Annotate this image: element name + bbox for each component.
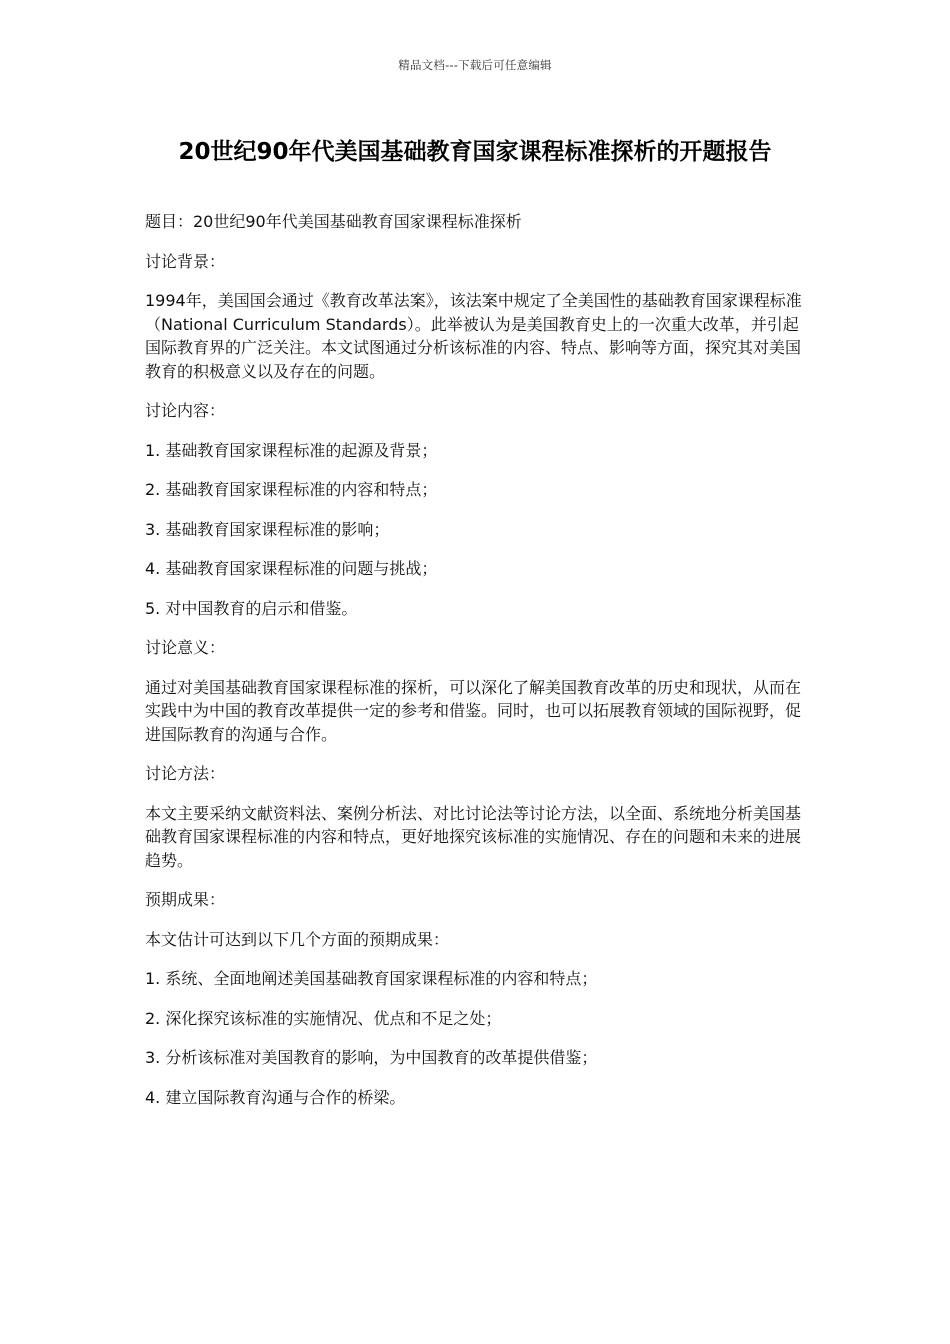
section-heading-content: 讨论内容： [145,401,226,420]
result-item: 2. 深化探究该标准的实施情况、优点和不足之处； [145,1008,502,1028]
background-paragraph: 1994年，美国国会通过《教育改革法案》，该法案中规定了全美国性的基础教育国家课程标准（National Curriculum Standards）。此举被认为是美国教育史上的一次重大改革，并引起国际教育界的广泛关注。本文试图通过分析该标准的内容、特点、影响等方面，探究其对美国教育的积极意义以及存在的问题。 [145,291,802,381]
section-heading-significance: 讨论意义： [145,638,226,657]
content-item: 3. 基础教育国家课程标准的影响； [145,519,390,539]
content-item: 1. 基础教育国家课程标准的起源及背景； [145,440,438,460]
content-item: 2. 基础教育国家课程标准的内容和特点； [145,480,438,499]
result-item: 3. 分析该标准对美国教育的影响，为中国教育的改革提供借鉴； [145,1048,598,1067]
significance-paragraph: 通过对美国基础教育国家课程标准的探析，可以深化了解美国教育改革的历史和现状，从而在实践中为中国的教育改革提供一定的参考和借鉴。同时，也可以拓展教育领域的国际视野，促进国际教育的沟通与合作。 [145,677,802,744]
document-title: 20世纪90年代美国基础教育国家课程标准探析的开题报告 [178,139,772,165]
result-item: 1. 系统、全面地阐述美国基础教育国家课程标准的内容和特点； [145,969,598,988]
content-item: 4. 基础教育国家课程标准的问题与挑战； [145,559,438,578]
header-note: 精品文档---下载后可任意编辑 [398,58,552,72]
document-body [145,210,810,1125]
result-item: 4. 建立国际教育沟通与合作的桥梁。 [145,1087,406,1107]
content-item: 5. 对中国教育的启示和借鉴。 [145,598,358,618]
section-heading-method: 讨论方法： [145,764,226,783]
section-heading-results: 预期成果： [145,890,226,909]
method-paragraph: 本文主要采纳文献资料法、案例分析法、对比讨论法等讨论方法，以全面、系统地分析美国基础教育国家课程标准的内容和特点，更好地探究该标准的实施情况、存在的问题和未来的进展趋势。 [145,803,802,870]
results-intro: 本文估计可达到以下几个方面的预期成果： [145,929,450,949]
section-heading-background: 讨论背景： [145,251,226,271]
topic-line: 题目：20世纪90年代美国基础教育国家课程标准探析 [145,212,522,231]
